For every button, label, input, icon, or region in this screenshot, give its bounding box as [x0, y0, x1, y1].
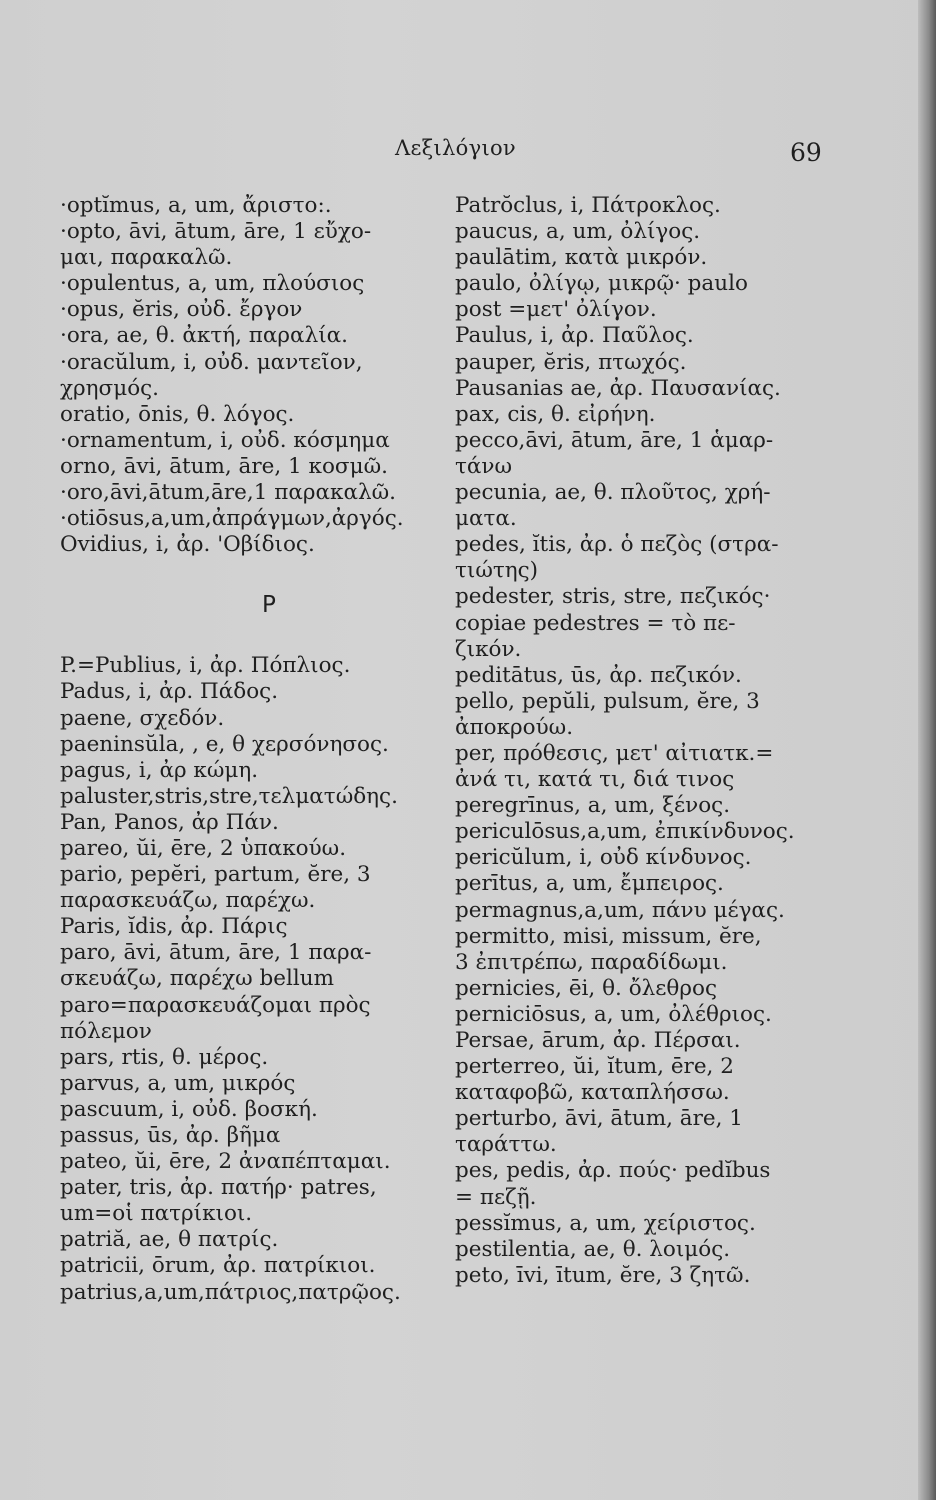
left-entries-p	[60, 653, 440, 1305]
dictionary-line: παρασκευάζω, παρέχω.	[60, 888, 316, 914]
dictionary-line: pes, pedis, ἀρ. πούς· pedĭbus	[455, 1158, 771, 1184]
dictionary-line: = πεζῇ.	[455, 1184, 537, 1210]
dictionary-line: paucus, a, um, ὀλίγος.	[455, 219, 701, 245]
page-edge-shadow	[918, 0, 936, 1500]
dictionary-line: pagus, i, ἀρ κώμη.	[60, 757, 259, 783]
dictionary-line: um=οἱ πατρίκιοι.	[60, 1201, 253, 1227]
dictionary-line: pateo, ŭi, ēre, 2 ἀναπέπταμαι.	[60, 1149, 391, 1175]
left-column	[60, 193, 440, 1306]
dictionary-line: Patrŏclus, i, Πάτροκλος.	[455, 193, 721, 218]
dictionary-line: paene, σχεδόν.	[60, 705, 225, 731]
dictionary-line: ·optĭmus, a, um, ἄριστο:.	[60, 193, 332, 218]
dictionary-line: πόλεμον	[60, 1018, 152, 1044]
dictionary-line: perterreo, ŭi, ĭtum, ēre, 2	[455, 1054, 734, 1080]
dictionary-line: pestilentia, ae, θ. λοιμός.	[455, 1236, 731, 1262]
dictionary-line: ·opto, āvi, ātum, āre, 1 εὔχο-	[60, 219, 372, 245]
dictionary-line: permitto, misi, missum, ĕre,	[455, 923, 762, 949]
dictionary-line: permagnus,a,um, πάνυ μέγας.	[455, 897, 785, 923]
dictionary-line: perturbo, āvi, ātum, āre, 1	[455, 1106, 743, 1132]
page-number: 69	[790, 138, 822, 167]
dictionary-line: patricii, ōrum, ἀρ. πατρίκιοι.	[60, 1253, 376, 1279]
dictionary-line: oratio, ōnis, θ. λόγος.	[60, 401, 295, 427]
dictionary-line: pecunia, ae, θ. πλοῦτος, χρή-	[455, 480, 771, 506]
dictionary-line: Pan, Panos, ἀρ Πάν.	[60, 809, 279, 835]
dictionary-line: P.=Publius, i, ἀρ. Πόπλιος.	[60, 653, 351, 679]
dictionary-line: pericŭlum, i, οὐδ κίνδυνος.	[455, 845, 752, 871]
dictionary-line: ·otiōsus,a,um,ἀπράγμων,ἀργός.	[60, 506, 404, 532]
dictionary-line: pario, pepĕri, partum, ĕre, 3	[60, 862, 371, 888]
dictionary-line: orno, āvi, ātum, āre, 1 κοσμῶ.	[60, 453, 388, 479]
dictionary-line: copiae pedestres = τὸ πε-	[455, 610, 736, 636]
dictionary-line: ἀνά τι, κατά τι, διά τινος	[455, 767, 735, 793]
dictionary-line: Pausanias ae, ἀρ. Παυσανίας.	[455, 375, 781, 401]
dictionary-line: perniciōsus, a, um, ὀλέθριος.	[455, 1001, 772, 1027]
dictionary-line: ἀποκρούω.	[455, 714, 574, 740]
dictionary-line: pecco,āvi, ātum, āre, 1 ἁμαρ-	[455, 427, 774, 453]
dictionary-line: post =μετ' ὀλίγον.	[455, 297, 657, 323]
dictionary-line: pello, pepŭli, pulsum, ĕre, 3	[455, 688, 760, 714]
dictionary-line: parvus, a, um, μικρός	[60, 1070, 296, 1096]
dictionary-line: ·ornamentum, i, οὐδ. κόσμημα	[60, 427, 390, 453]
dictionary-line: peditātus, ūs, ἀρ. πεζικόν.	[455, 662, 742, 688]
dictionary-line: σκευάζω, παρέχω bellum	[60, 966, 334, 992]
dictionary-line: paeninsŭla, , e, θ χερσόνησος.	[60, 731, 389, 757]
right-column	[455, 193, 840, 1289]
dictionary-line: Ovidius, i, ἀρ. 'Οβίδιος.	[60, 532, 315, 558]
dictionary-line: pedes, ĭtis, ἀρ. ὁ πεζὸς (στρα-	[455, 532, 779, 558]
left-entries-o	[60, 193, 440, 558]
dictionary-line: paro=παρασκευάζομαι πρὸς	[60, 992, 371, 1018]
dictionary-line: pessĭmus, a, um, χείριστος.	[455, 1210, 756, 1236]
dictionary-line: pascuum, i, οὐδ. βοσκή.	[60, 1096, 318, 1122]
dictionary-line: perītus, a, um, ἔμπειρος.	[455, 871, 724, 897]
dictionary-line: patriă, ae, θ πατρίς.	[60, 1227, 279, 1253]
dictionary-line: pareo, ŭi, ēre, 2 ὑπακούω.	[60, 835, 347, 861]
dictionary-line: peregrīnus, a, um, ξένος.	[455, 793, 731, 819]
dictionary-line: ζικόν.	[455, 636, 522, 662]
dictionary-line: καταφοβῶ, καταπλήσσω.	[455, 1080, 730, 1106]
dictionary-line: pax, cis, θ. εἰρήνη.	[455, 401, 656, 427]
dictionary-line: 3 ἐπιτρέπω, παραδίδωμι.	[455, 949, 728, 975]
dictionary-line: Paris, ĭdis, ἀρ. Πάρις	[60, 914, 288, 940]
dictionary-line: ·oracŭlum, i, οὐδ. μαντεῖον,	[60, 349, 363, 375]
dictionary-line: pauper, ĕris, πτωχός.	[455, 349, 687, 375]
dictionary-line: periculōsus,a,um, ἐπικίνδυνος.	[455, 819, 795, 845]
dictionary-line: peto, īvi, ītum, ĕre, 3 ζητῶ.	[455, 1262, 751, 1288]
dictionary-line: pars, rtis, θ. μέρος.	[60, 1044, 269, 1070]
dictionary-line: ματα.	[455, 506, 517, 532]
section-letter-heading: P	[262, 592, 276, 619]
dictionary-line: paro, āvi, ātum, āre, 1 παρα-	[60, 940, 372, 966]
dictionary-line: pernicies, ēi, θ. ὄλεθρος	[455, 975, 717, 1001]
dictionary-line: Persae, ārum, ἀρ. Πέρσαι.	[455, 1028, 741, 1053]
dictionary-line: ·opus, ĕris, οὐδ. ἔργον	[60, 297, 303, 323]
dictionary-line: pedester, stris, stre, πεζικός·	[455, 584, 771, 610]
dictionary-line: τιώτης)	[455, 558, 539, 584]
dictionary-line: ·ora, ae, θ. ἀκτή, παραλία.	[60, 323, 348, 349]
dictionary-line: paluster,stris,stre,τελματώδης.	[60, 783, 398, 809]
dictionary-line: τάνω	[455, 453, 513, 479]
running-title: Λεξιλόγιον	[395, 136, 516, 160]
dictionary-line: paulo, ὀλίγῳ, μικρῷ· paulo	[455, 271, 748, 297]
dictionary-line: patrius,a,um,πάτριος,πατρῷος.	[60, 1279, 401, 1305]
dictionary-line: passus, ūs, ἀρ. βῆμα	[60, 1123, 281, 1148]
dictionary-line: pater, tris, ἀρ. πατήρ· patres,	[60, 1175, 377, 1201]
dictionary-line: μαι, παρακαλῶ.	[60, 245, 233, 271]
dictionary-line: ταράττω.	[455, 1132, 557, 1158]
dictionary-line: paulātim, κατὰ μικρόν.	[455, 245, 708, 271]
dictionary-line: χρησμός.	[60, 375, 160, 401]
dictionary-line: Paulus, i, ἀρ. Παῦλος.	[455, 323, 694, 349]
right-entries-p	[455, 193, 840, 1289]
dictionary-line: ·oro,āvi,ātum,āre,1 παρακαλῶ.	[60, 480, 396, 506]
dictionary-line: per, πρόθεσις, μετ' αἰτιατκ.=	[455, 740, 774, 766]
dictionary-line: ·opulentus, a, um, πλούσιος	[60, 271, 365, 297]
dictionary-line: Padus, i, ἀρ. Πάδος.	[60, 679, 279, 705]
